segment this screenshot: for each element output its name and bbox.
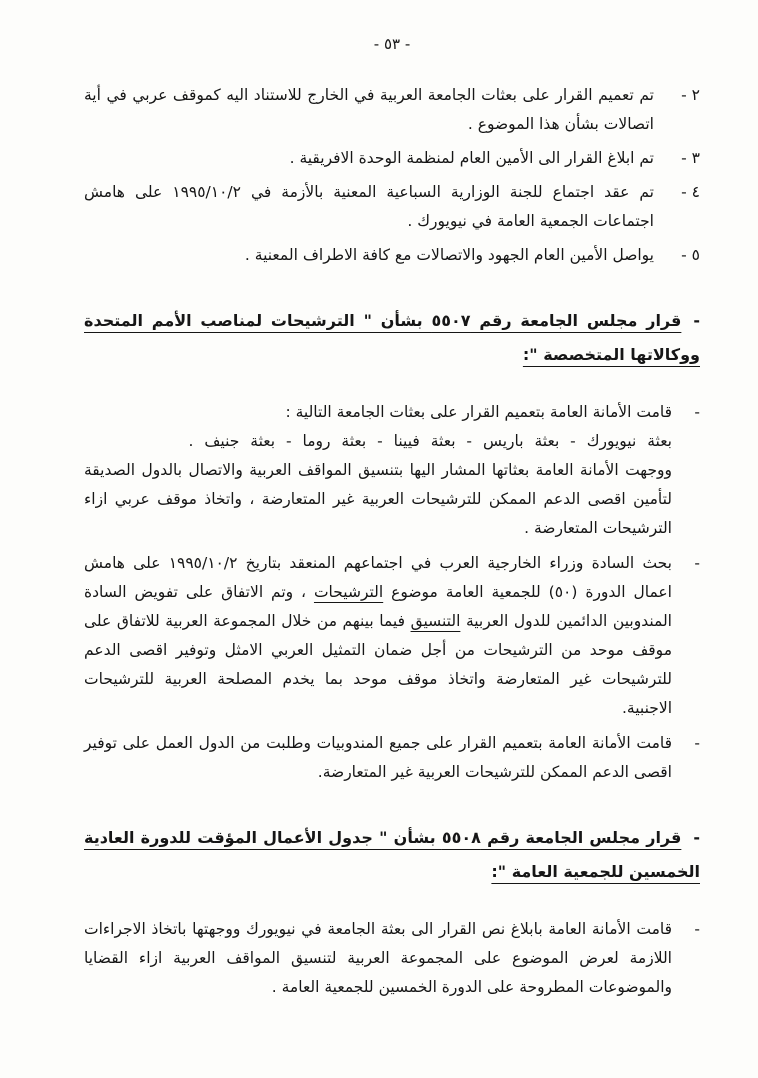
item-number: ٤ -: [681, 183, 700, 201]
heading-title: قرار مجلس الجامعة رقم ٥٥٠٨ بشأن " جدول الأعمال المؤقت للدورة العادية الخمسين للجمعية العامة ":: [84, 828, 700, 881]
item-text: تم عقد اجتماع للجنة الوزارية السباعية المعنية بالأزمة في ١٩٩٥/١٠/٢ على هامش اجتماعات الجمعية العامة في نيويورك .: [84, 183, 654, 230]
bullet-paragraph: [84, 398, 700, 543]
underlined-term: الترشيحات: [313, 583, 384, 601]
bullet-text-part: ، وتم الاتفاق على تفويض السادة المندوبين الدائمين للدول العربية: [84, 583, 672, 630]
bullet-body: قامت الأمانة العامة بابلاغ نص القرار الى بعثة الجامعة في نيويورك ووجهتها باتخاذ الاجراءات اللازمة لعرض الموضوع على المجموعة العربية لتنسيق المواقف العربية ازاء القضايا والموضوعات المطروحة على الدورة الخمسين للجمعية العامة .: [84, 920, 672, 996]
list-item-4: [84, 178, 700, 236]
bullet-dash: -: [694, 554, 700, 572]
bullet-dash: -: [694, 403, 700, 421]
bullet-body: [84, 549, 672, 723]
item-number: ٣ -: [681, 149, 700, 167]
bullet-continuation: ووجهت الأمانة العامة بعثاتها المشار اليها بتنسيق المواقف العربية والاتصال بالدول الصديقة لتأمين اقصى الدعم الممكن للترشيحات العربية غير المتعارضة ، واتخاذ موقف عربي ازاء الترشيحات المتعارضة .: [84, 461, 672, 537]
bullet-text-part: بحث السادة وزراء الخارجية العرب في اجتماعهم المنعقد بتاريخ ١٩٩٥/١٠/٢ على هامش اعمال الدورة (٥٠) للجمعية العامة موضوع: [84, 554, 672, 601]
page-number: - ٥٣ -: [373, 35, 411, 53]
bullet-paragraph: [84, 915, 700, 1002]
item-text: تم تعميم القرار على بعثات الجامعة العربية في الخارج للاستناد اليه كموقف عربي في أية اتصالات بشأن هذا الموضوع .: [84, 86, 654, 133]
heading-title: قرار مجلس الجامعة رقم ٥٥٠٧ بشأن " الترشيحات لمناصب الأمم المتحدة ووكالاتها المتخصصة ":: [84, 311, 700, 364]
list-item-2: [84, 81, 700, 139]
heading-dash: -: [693, 311, 701, 330]
bullet-lead-line: قامت الأمانة العامة بتعميم القرار على بعثات الجامعة التالية :: [285, 403, 672, 421]
item-text: يواصل الأمين العام الجهود والاتصالات مع كافة الاطراف المعنية .: [244, 246, 654, 264]
section-resolution-5507: [84, 304, 700, 787]
bullet-body: قامت الأمانة العامة بتعميم القرار على جميع المندوبيات وطلبت من الدول العمل على توفير اقصى الدعم الممكن للترشيحات العربية غير المتعارضة.: [84, 734, 672, 781]
item-text: تم ابلاغ القرار الى الأمين العام لمنظمة الوحدة الافريقية .: [289, 149, 654, 167]
bullet-paragraph: [84, 729, 700, 787]
underlined-term: التنسيق: [410, 612, 461, 630]
missions-line: بعثة نيويورك - بعثة باريس - بعثة فيينا - بعثة روما - بعثة جنيف .: [188, 432, 672, 450]
list-item-3: [84, 144, 700, 173]
bullet-text-part: فيما بينهم من خلال المجموعة العربية للاتفاق على موقف موحد من الترشيحات من أجل ضمان التمثيل العربي الامثل وتوفير اقصى الدعم للترشيحات غير المتعارضة واتخاذ موقف موحد بما يخدم المصلحة العربية للترشيحات الاجنبية.: [84, 612, 672, 717]
section-heading-5508: [84, 821, 700, 889]
bullet-body: [84, 398, 672, 543]
numbered-list: [84, 81, 700, 270]
item-number: ٥ -: [681, 246, 700, 264]
item-number: ٢ -: [681, 86, 700, 104]
heading-dash: -: [693, 828, 700, 847]
section-heading-5507: [84, 304, 700, 372]
bullet-dash: -: [694, 734, 700, 752]
list-item-5: [84, 241, 700, 270]
bullet-paragraph: [84, 549, 700, 723]
bullet-dash: -: [694, 920, 700, 938]
section-resolution-5508: [84, 821, 700, 1002]
